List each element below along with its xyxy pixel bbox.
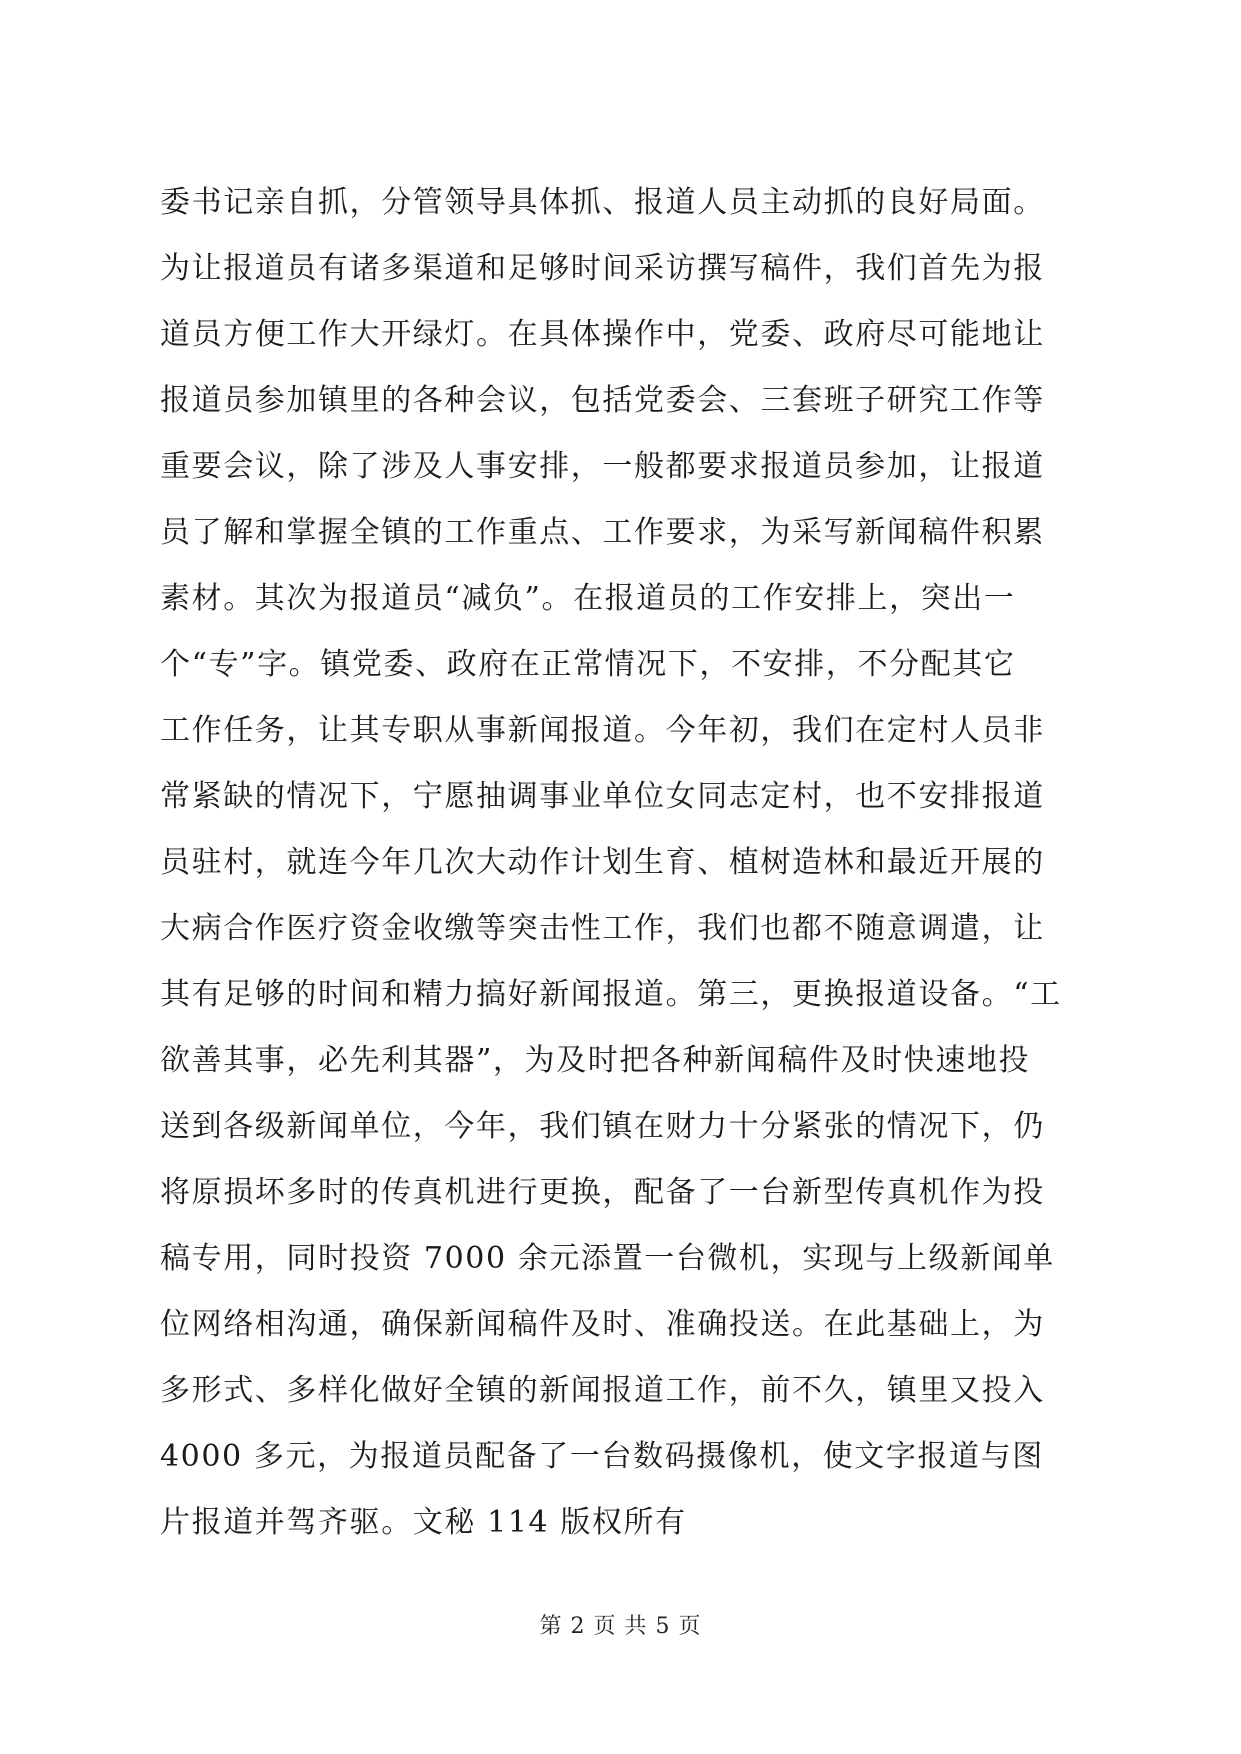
text-line: 位网络相沟通，确保新闻稿件及时、准确投送。在此基础上，为 (160, 1307, 1045, 1342)
page-number: 第 2 页 共 5 页 (539, 1614, 702, 1639)
text-line: 将原损坏多时的传真机进行更换，配备了一台新型传真机作为投 (160, 1175, 1045, 1210)
body-text (160, 170, 1090, 1556)
text-line: 道员方便工作大开绿灯。在具体操作中，党委、政府尽可能地让 (160, 317, 1045, 352)
text-line: 常紧缺的情况下，宁愿抽调事业单位女同志定村，也不安排报道 (160, 779, 1045, 814)
text-line: 其有足够的时间和精力搞好新闻报道。第三，更换报道设备。“工 (160, 977, 1062, 1012)
text-line: 为让报道员有诸多渠道和足够时间采访撰写稿件，我们首先为报 (160, 251, 1045, 286)
text-line: 多形式、多样化做好全镇的新闻报道工作，前不久，镇里又投入 (160, 1373, 1045, 1408)
text-line: 送到各级新闻单位，今年，我们镇在财力十分紧张的情况下，仍 (160, 1109, 1045, 1144)
text-line: 大病合作医疗资金收缴等突击性工作，我们也都不随意调遣，让 (160, 911, 1045, 946)
text-line: 个“专”字。镇党委、政府在正常情况下，不安排，不分配其它 (160, 647, 1016, 682)
text-line: 报道员参加镇里的各种会议，包括党委会、三套班子研究工作等 (160, 383, 1045, 418)
text-line: 重要会议，除了涉及人事安排，一般都要求报道员参加，让报道 (160, 449, 1045, 484)
text-line: 欲善其事，必先利其器”，为及时把各种新闻稿件及时快速地投 (160, 1043, 1031, 1078)
text-line: 片报道并驾齐驱。文秘 114 版权所有 (160, 1505, 687, 1540)
text-line: 员驻村，就连今年几次大动作计划生育、植树造林和最近开展的 (160, 845, 1045, 880)
text-line: 4000 多元，为报道员配备了一台数码摄像机，使文字报道与图 (160, 1439, 1044, 1474)
text-line: 稿专用，同时投资 7000 余元添置一台微机，实现与上级新闻单 (160, 1241, 1056, 1276)
text-line: 素材。其次为报道员“减负”。在报道员的工作安排上，突出一 (160, 581, 1016, 616)
text-line: 委书记亲自抓，分管领导具体抓、报道人员主动抓的良好局面。 (160, 185, 1045, 220)
text-line: 工作任务，让其专职从事新闻报道。今年初，我们在定村人员非 (160, 713, 1045, 748)
text-line: 员了解和掌握全镇的工作重点、工作要求，为采写新闻稿件积累 (160, 515, 1045, 550)
